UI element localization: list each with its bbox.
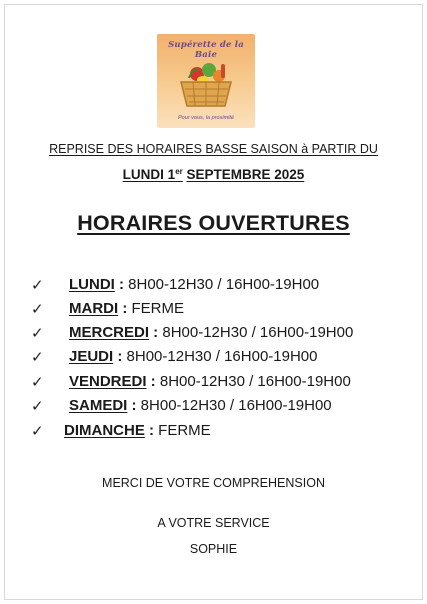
- day-separator: :: [146, 373, 156, 390]
- checkmark-icon: ✓: [31, 373, 44, 391]
- day-name: MARDI: [69, 300, 119, 317]
- start-date-sup: er: [175, 167, 183, 176]
- day-hours: 8H00-12H30 / 16H00-19H00: [158, 324, 354, 341]
- day-separator: :: [127, 397, 137, 414]
- checkmark-icon: ✓: [31, 276, 44, 294]
- day-hours: 8H00-12H30 / 16H00-19H00: [155, 373, 351, 390]
- day-separator: :: [113, 348, 123, 365]
- day-hours: 8H00-12H30 / 16H00-19H00: [124, 276, 320, 293]
- reopening-notice-text: REPRISE DES HORAIRES BASSE SAISON à PARTIR DU: [49, 142, 378, 156]
- day-name: VENDREDI: [69, 373, 147, 390]
- day-name: LUNDI: [69, 276, 115, 293]
- service-message: A VOTRE SERVICE: [157, 516, 270, 530]
- start-date-month: SEPTEMBRE 2025: [186, 167, 305, 182]
- day-name: SAMEDI: [69, 397, 128, 414]
- logo-title: Supérette de la Baie: [168, 40, 244, 60]
- basket-icon: [175, 58, 237, 112]
- day-separator: :: [144, 422, 155, 439]
- day-separator: :: [149, 324, 159, 341]
- checkmark-icon: ✓: [31, 397, 44, 415]
- day-hours: FERME: [154, 422, 211, 439]
- day-separator: :: [118, 300, 128, 317]
- day-name: MERCREDI: [69, 324, 150, 341]
- reopening-notice: [0, 142, 427, 156]
- day-name: JEUDI: [69, 348, 114, 365]
- start-date-day: [123, 167, 183, 182]
- day-name: DIMANCHE: [64, 422, 145, 439]
- day-hours: 8H00-12H30 / 16H00-19H00: [122, 348, 318, 365]
- checkmark-icon: ✓: [31, 348, 44, 366]
- page-title: [0, 211, 427, 236]
- thanks-message: MERCI DE VOTRE COMPREHENSION: [102, 476, 325, 490]
- logo-tagline: Pour vous, la proximité: [178, 115, 234, 121]
- checkmark-icon: ✓: [31, 300, 44, 318]
- checkmark-icon: ✓: [31, 324, 44, 342]
- start-date: [0, 167, 427, 182]
- start-date-prefix: LUNDI 1: [122, 167, 176, 182]
- day-hours: FERME: [127, 300, 185, 317]
- day-hours: 8H00-12H30 / 16H00-19H00: [136, 397, 332, 414]
- page-title-text: HORAIRES OUVERTURES: [77, 211, 350, 235]
- day-separator: :: [114, 276, 124, 293]
- signature: SOPHIE: [189, 542, 238, 556]
- checkmark-icon: ✓: [31, 422, 44, 440]
- store-logo: [157, 34, 255, 128]
